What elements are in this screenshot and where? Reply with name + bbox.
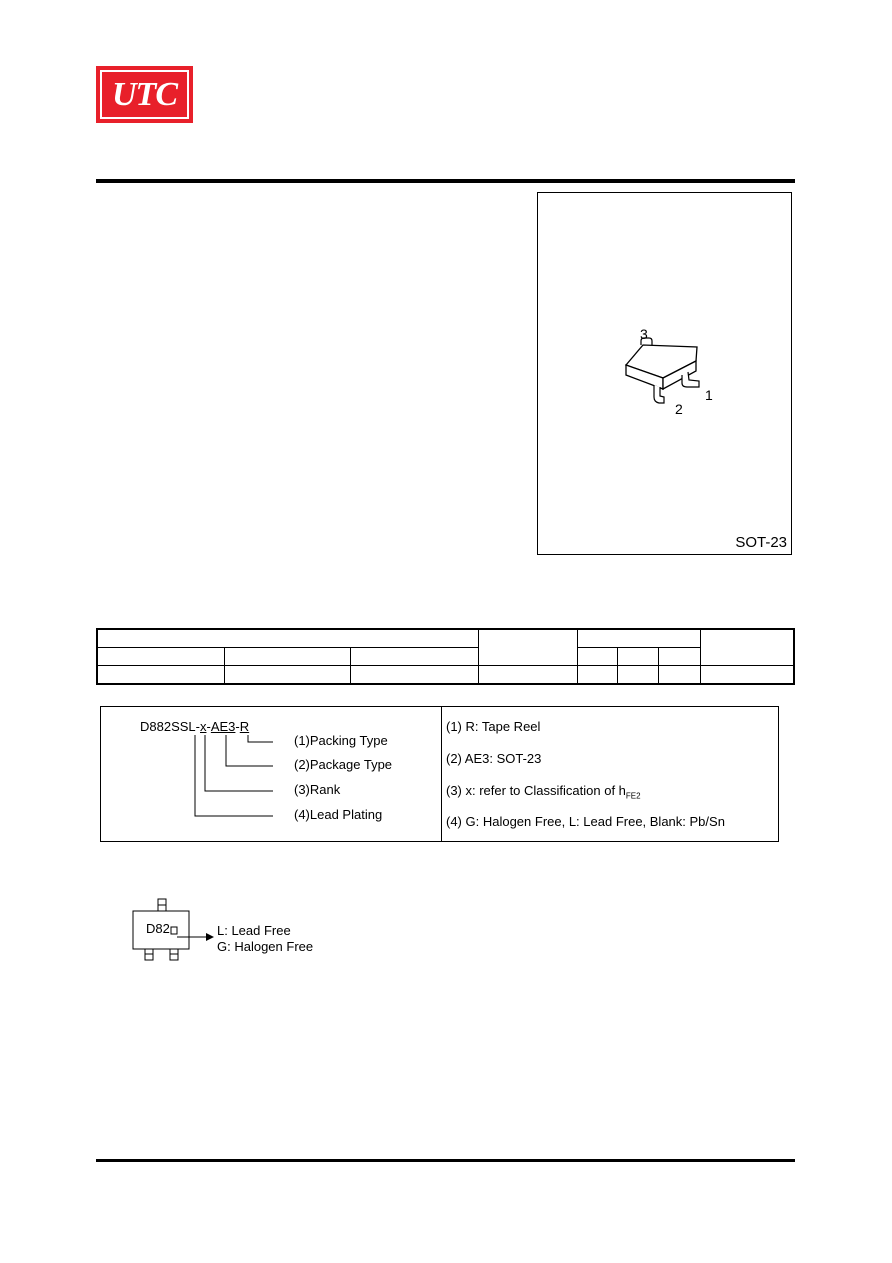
- table-row: [97, 629, 794, 648]
- leader-lines: [101, 707, 441, 841]
- field-lead-plating: (4)Lead Plating: [294, 807, 383, 822]
- table-cell: [97, 629, 478, 648]
- table-cell: [659, 648, 701, 666]
- table-cell: [478, 666, 577, 685]
- description-package: [446, 751, 541, 766]
- table-cell: [97, 666, 224, 685]
- table-cell: [701, 629, 794, 666]
- table-row: [97, 666, 794, 685]
- description-text: (2) AE3: SOT-23: [446, 751, 542, 766]
- code-packing: R: [239, 719, 250, 734]
- code-rank: x: [200, 719, 207, 734]
- code-base: D882SSL: [140, 719, 196, 734]
- table-cell: [701, 666, 794, 685]
- marking-diagram: [128, 896, 218, 966]
- package-name-label: SOT-23: [735, 534, 787, 551]
- pin-1-label: 1: [705, 387, 713, 403]
- field-packing-type: (1)Packing Type: [294, 733, 388, 748]
- column-divider: [441, 707, 442, 841]
- marking-note-lead-free: L: Lead Free: [217, 923, 291, 938]
- table-row: [97, 648, 794, 666]
- description-rank: [446, 783, 641, 801]
- description-packing: [446, 719, 540, 734]
- description-subscript: FE2: [625, 791, 641, 801]
- marking-note-halogen-free: G: Halogen Free: [217, 939, 314, 954]
- description-text: (3) x: refer to Classification of h: [446, 783, 626, 798]
- code-package: AE3: [210, 719, 236, 734]
- footer-rule: [96, 1159, 795, 1162]
- table-cell: [478, 629, 577, 666]
- table-cell: [618, 666, 659, 685]
- package-box: [537, 192, 792, 555]
- table-cell: [577, 666, 618, 685]
- table-cell: [224, 648, 351, 666]
- part-number-box: [100, 706, 779, 842]
- table-cell: [224, 666, 351, 685]
- code-dash: -: [206, 719, 211, 734]
- field-rank: (3)Rank: [294, 782, 341, 797]
- table-cell: [577, 648, 618, 666]
- logo-text: UTC: [112, 75, 177, 113]
- description-lead-plating: [446, 814, 725, 829]
- logo-frame: [100, 70, 189, 119]
- table-cell: [351, 666, 479, 685]
- utc-logo: [96, 66, 193, 123]
- description-text: (1) R: Tape Reel: [446, 719, 541, 734]
- code-dash: -: [195, 719, 200, 734]
- table-cell: [97, 648, 224, 666]
- ordering-table: [96, 628, 795, 685]
- sot23-package-drawing: [608, 323, 728, 423]
- code-dash: -: [235, 719, 240, 734]
- header-rule: [96, 179, 795, 183]
- field-package-type: (2)Package Type: [294, 757, 393, 772]
- description-text: (4) G: Halogen Free, L: Lead Free, Blank: Pb/Sn: [446, 814, 725, 829]
- pin-2-label: 2: [675, 401, 683, 417]
- table-cell: [351, 648, 479, 666]
- table-cell: [577, 629, 701, 648]
- marking-code: D82: [146, 921, 170, 936]
- table-cell: [659, 666, 701, 685]
- pin-3-label: 3: [640, 326, 648, 342]
- table-cell: [618, 648, 659, 666]
